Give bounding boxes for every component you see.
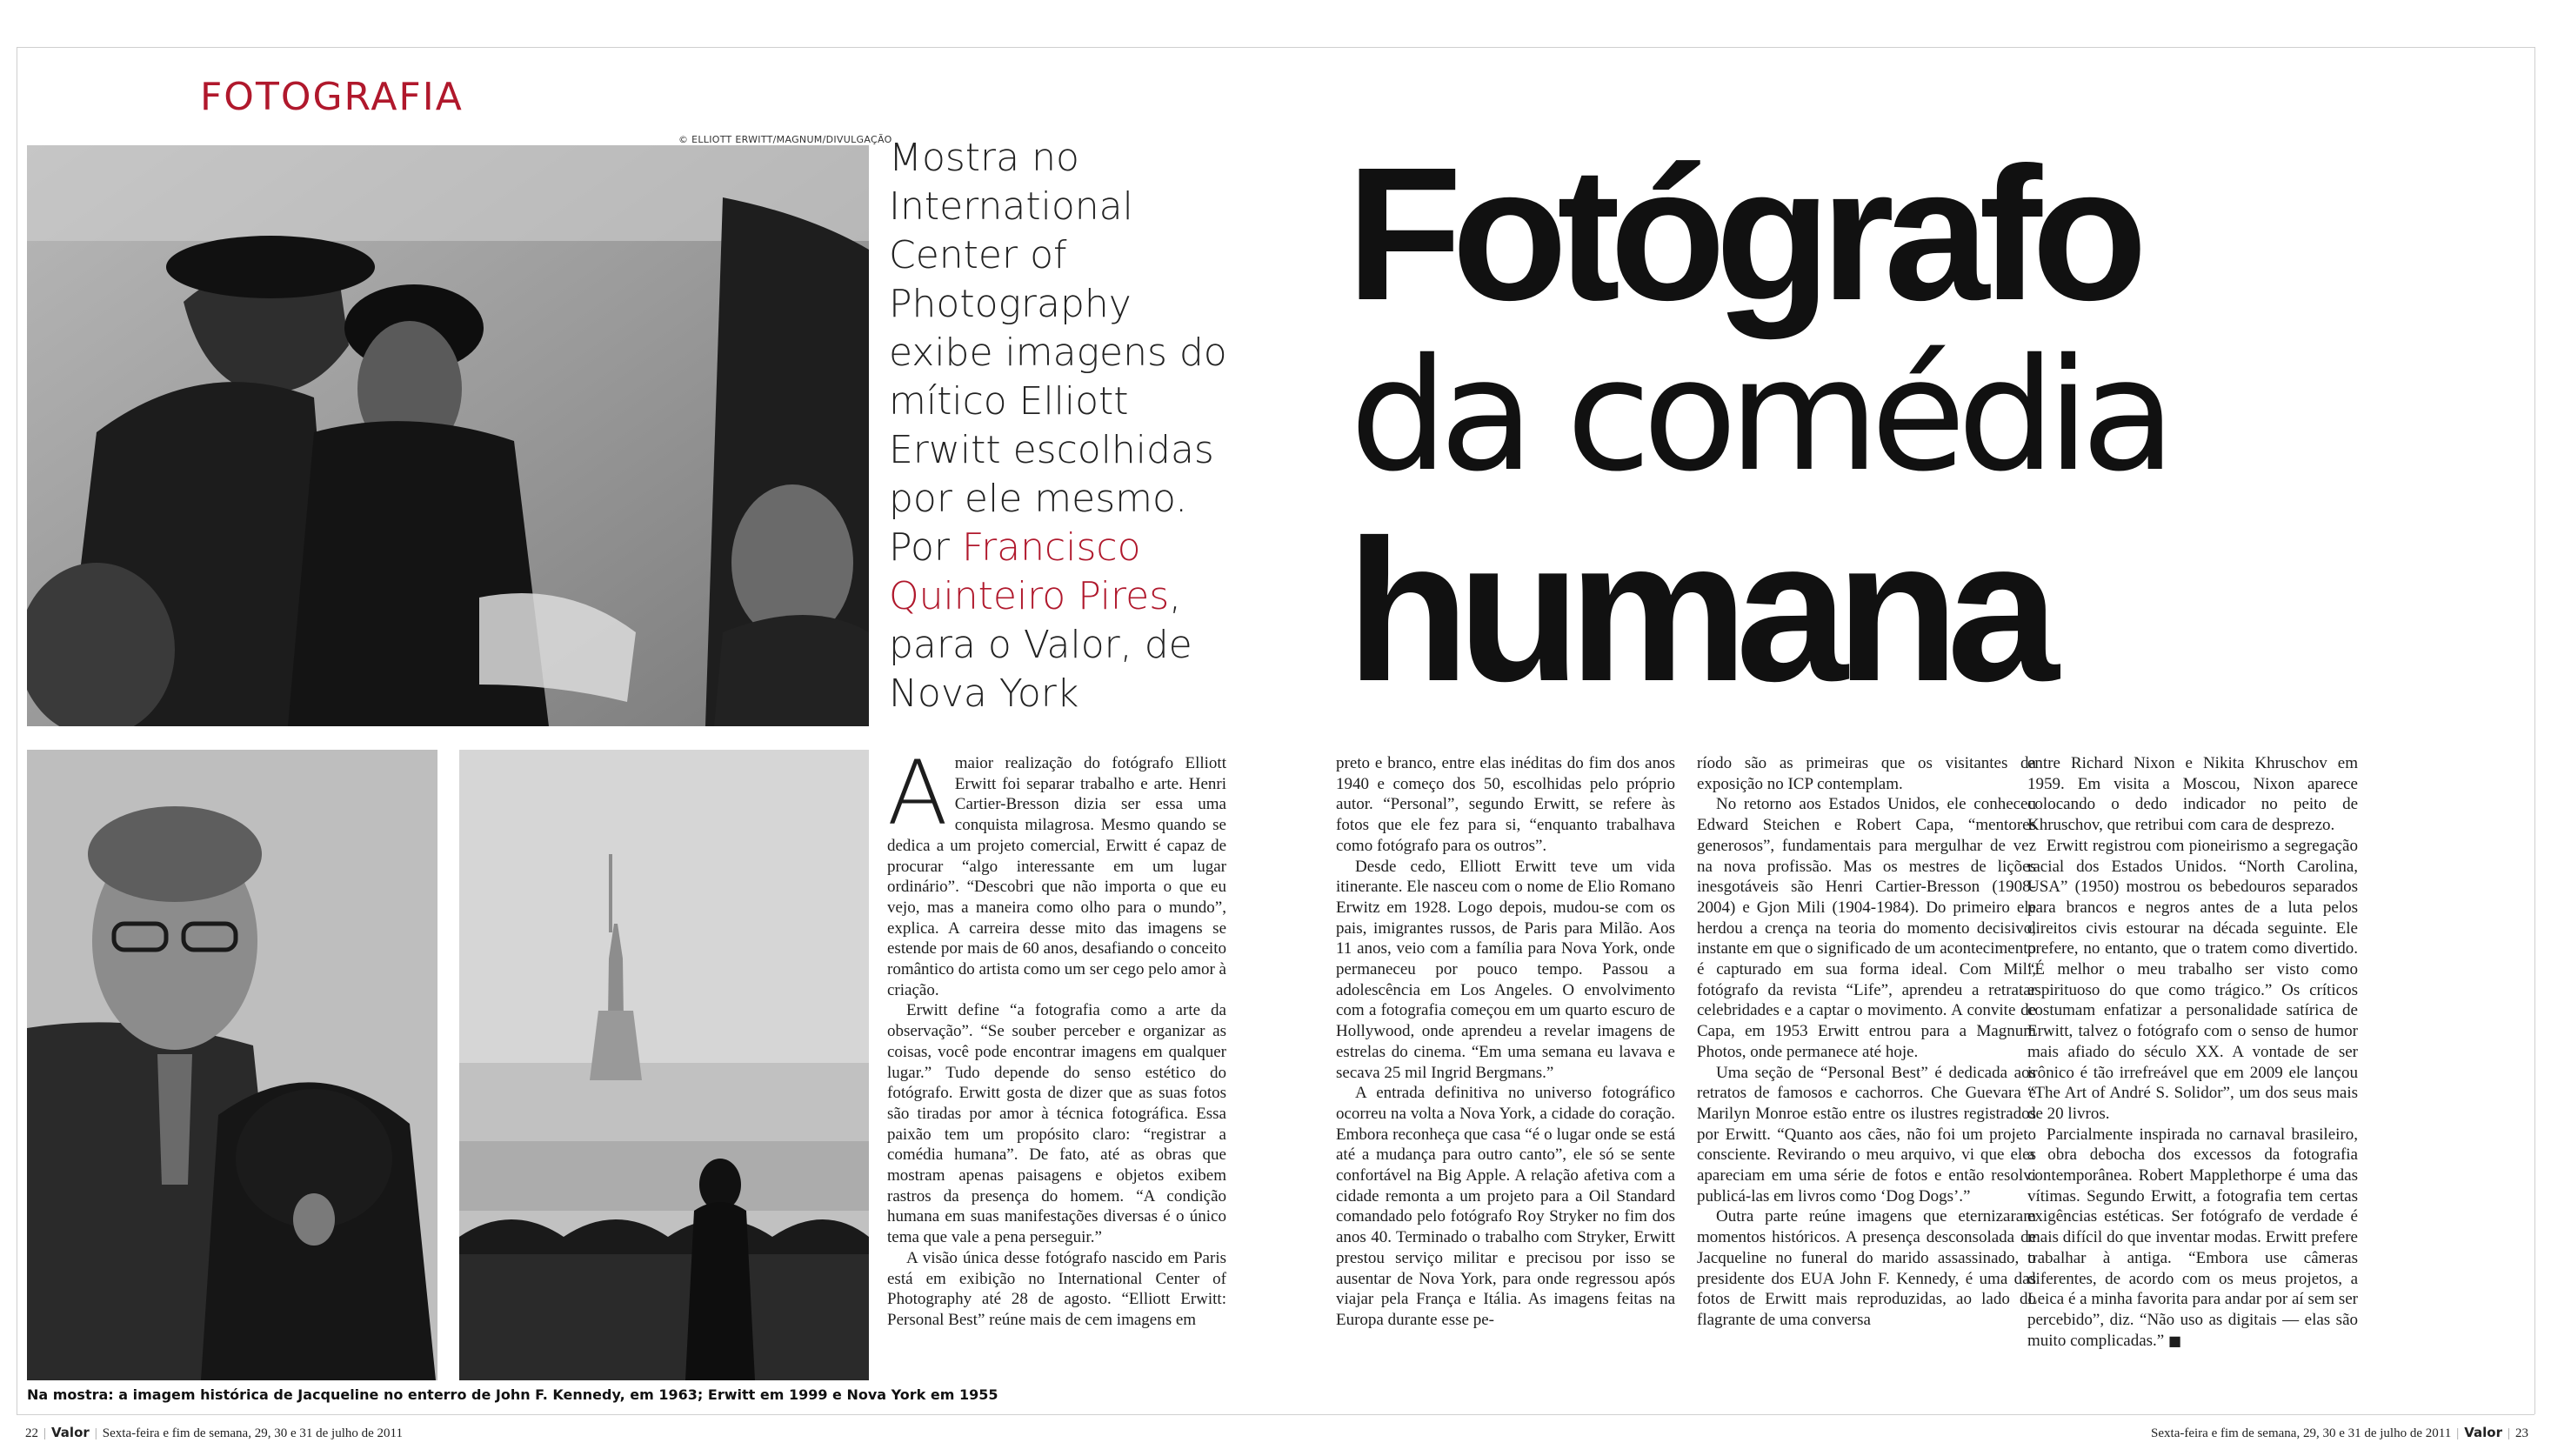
body-paragraph: Outra parte reúne imagens que eternizaram momentos históricos. A presença desconsolada de Jacqueline no funeral do marido assassinado, o presidente dos EUA John F. Kennedy, é uma das fotos de Erwitt mais reproduzidas, ao lado do flagrante de uma conversa bbox=[1697, 1207, 2036, 1329]
page-frame-right bbox=[2534, 47, 2535, 1414]
body-paragraph: A visão única desse fotógrafo nascido em Paris está em exibição no International Center of Photography até 28 de agosto. “Elliott Erwitt: Personal Best” reúne mais de cem imagens em bbox=[887, 1248, 1226, 1329]
body-paragraph: Desde cedo, Elliott Erwitt teve um vida itinerante. Ele nasceu com o nome de Elio Romano Erwitz em 1928. Logo depois, mudou-se com os pais, imigrantes russos, de Paris para Milão. Aos 11 anos, veio com a família para Nova York, onde permaneceu por pouco tempo. Passou a adolescência em Los Angeles. O envolvimento com a fotografia começou em um quarto escuro de Hollywood, onde aprendeu a revelar imagens de estrelas do cinema. “Em uma semana eu lavava e secava 25 mil Ingrid Bergmans.” bbox=[1336, 857, 1675, 1082]
deck-tail: , para o Valor, de Nova York bbox=[889, 574, 1192, 716]
date-left: Sexta-feira e fim de semana, 29, 30 e 31 de julho de 2011 bbox=[102, 1426, 403, 1440]
end-mark: ■ bbox=[2167, 1332, 2182, 1349]
page-frame-top bbox=[17, 47, 2534, 48]
headline-line-3: humana bbox=[1346, 498, 2047, 724]
page-number-right: 23 bbox=[2515, 1426, 2528, 1440]
body-paragraph: No retorno aos Estados Unidos, ele conheceu Edward Steichen e Robert Capa, “mentores generosos”, fundamentais para mergulhar de vez na nova profissão. Mas os mestres de lições inesgotáveis são Henri Cartier-Bresson (1908-2004) e Gjon Mili (1904-1984). Do primeiro ele herdou a crença na teoria do momento decisivo, instante em que o significado de um acontecimento é capturado em sua forma ideal. Com Mili, fotógrafo da revista “Life”, aprendeu a retratar celebridades e a captar o movimento. A convite de Capa, em 1953 Erwitt entrou para a Magnum Photos, onde permanece até hoje. bbox=[1697, 795, 2036, 1061]
body-paragraph: Erwitt registrou com pioneirismo a segregação racial dos Estados Unidos. “North Carolina, USA” (1950) mostrou os bebedouros separados para brancos e negros antes de a luta pelos direitos civis estourar na década seguinte. Ele prefere, no entanto, que o tratem como divertido. “É melhor o meu trabalho ser visto como espirituoso do que como trágico.” Os críticos costumam enfatizar a personalidade satírica de Erwitt, talvez o fotógrafo com o senso de humor mais afiado do século XX. A vontade de ser irônico é tão irrefreável que em 2009 ele lançou “The Art of André S. Solidor”, um dos seus mais de 20 livros. bbox=[2027, 836, 2358, 1123]
drop-cap: A bbox=[887, 742, 948, 845]
body-paragraph: Parcialmente inspirada no carnaval brasileiro, a obra debocha dos excessos da fotografia contemporânea. Robert Mapplethorpe é uma das vítimas. Segundo Erwitt, a fotografia tem certas exigências estéticas. Ser fotógrafo de verdade é mais difícil do que inventar modas. Erwitt prefere trabalhar à antiga. “Embora use câmeras diferentes, de acordo com os meus projetos, a Leica é a minha favorita para andar por aí sem ser percebido”, diz. “Não uso as digitais — elas são muito complicadas.” ■ bbox=[2027, 1125, 2358, 1350]
body-paragraph: A entrada definitiva no universo fotográfico ocorreu na volta a Nova York, a cidade do coração. Embora reconheça que casa “é o lugar onde se está até a mudança para outro canto”, ele só se sente confortável na Big Apple. A relação afetiva com a cidade remonta a um projeto para a Oil Standard comandado pelo fotógrafo Roy Stryker no fim dos anos 40. Terminado o trabalho com Stryker, Erwitt prestou serviço militar e precisou por isso se ausentar de Nova York, para onde regressou após viajar pela França e Itália. As imagens feitas na Europa durante esse pe- bbox=[1336, 1084, 1675, 1329]
footer-right: Sexta-feira e fim de semana, 29, 30 e 31 de julho de 2011 | Valor | 23 bbox=[2151, 1425, 2528, 1440]
photo-new-york-1955 bbox=[459, 750, 869, 1380]
photo-erwitt-portrait bbox=[27, 750, 437, 1380]
photo-jacqueline-funeral-image bbox=[27, 145, 869, 726]
deck-author: Francisco Quinteiro Pires bbox=[889, 525, 1170, 618]
body-paragraph: Amaior realização do fotógrafo Elliott Erwitt foi separar trabalho e arte. Henri Cartier-Bresson dizia ser essa uma conquista milagrosa. Mesmo quando se dedica a um projeto comercial, Erwitt é capaz de procurar “algo interessante em um lugar ordinário”. “Descobri que não importa o que eu vejo, mas a maneira como olho para o mundo”, explica. A carreira desse mito das imagens se estende por mais de 60 anos, desafiando o conceito romântico do artista como um ser cego pelo amor à criação. bbox=[887, 742, 1226, 999]
body-column-1 bbox=[887, 742, 1226, 1331]
brand-left: Valor bbox=[51, 1425, 90, 1440]
photo-jacqueline-funeral bbox=[27, 145, 869, 726]
body-paragraph: preto e branco, entre elas inéditas do fim dos anos 1940 e começo dos 50, escolhidas pelo próprio autor. “Personal”, segundo Erwitt, se refere às fotos que ele fez para si, “enquanto trabalhava como fotógrafo para os outros”. bbox=[1336, 754, 1675, 855]
body-column-3 bbox=[1697, 753, 2036, 1331]
body-paragraph: entre Richard Nixon e Nikita Khruschov em 1959. Em visita a Moscou, Nixon aparece colocando o dedo indicador no peito de Khruschov, que retribui com cara de desprezo. bbox=[2027, 754, 2358, 835]
photo-credit: © ELLIOTT ERWITT/MAGNUM/DIVULGAÇÃO bbox=[678, 134, 892, 145]
headline-line-1: Fotógrafo bbox=[1346, 129, 2138, 340]
photo-new-york-1955-image bbox=[459, 750, 869, 1380]
page-frame-bottom bbox=[17, 1414, 2534, 1415]
footer-left: 22 | Valor | Sexta-feira e fim de semana, 29, 30 e 31 de julho de 2011 bbox=[25, 1425, 403, 1440]
body-paragraph: Erwitt define “a fotografia como a arte da observação”. “Se souber perceber e organizar as coisas, você pode encontrar imagens em qualquer lugar.” Tudo depende do senso estético do fotógrafo. Erwitt gosta de dizer que as suas fotos são tiradas por amor à técnica fotográfica. Essa paixão tem um propósito claro: “registrar a comédia humana”. De fato, até as obras que mostram apenas paisagens e objetos exibem rastros da presença do homem. “A condição humana em suas manifestações diversas é o único tema que vale a pena perseguir.” bbox=[887, 1001, 1226, 1247]
page-number-left: 22 bbox=[25, 1426, 38, 1440]
date-right: Sexta-feira e fim de semana, 29, 30 e 31 de julho de 2011 bbox=[2151, 1426, 2452, 1440]
body-paragraph: ríodo são as primeiras que os visitantes da exposição no ICP contemplam. bbox=[1697, 754, 2036, 793]
section-label: FOTOGRAFIA bbox=[200, 75, 464, 119]
deck-text: Mostra no International Center of Photography exibe imagens do mítico Elliott Erwitt escolhidas por ele mesmo. Por bbox=[889, 136, 1227, 570]
body-column-2 bbox=[1336, 753, 1675, 1331]
photo-erwitt-portrait-image bbox=[27, 750, 437, 1380]
photo-caption: Na mostra: a imagem histórica de Jacqueline no enterro de John F. Kennedy, em 1963; Erwitt em 1999 e Nova York em 1955 bbox=[27, 1386, 998, 1403]
body-paragraph: Uma seção de “Personal Best” é dedicada aos retratos de famosos e cachorros. Che Guevara e Marilyn Monroe estão entre os ilustres registrados por Erwitt. “Quanto aos cães, não foi um projeto consciente. Revirando o meu arquivo, vi que eles apareciam em uma série de fotos e então resolvi publicá-las em livros como ‘Dog Dogs’.” bbox=[1697, 1063, 2036, 1206]
brand-right: Valor bbox=[2464, 1425, 2502, 1440]
article-deck bbox=[889, 134, 1228, 718]
body-column-4 bbox=[2027, 753, 2358, 1351]
headline-line-2: da comédia bbox=[1350, 325, 2167, 505]
